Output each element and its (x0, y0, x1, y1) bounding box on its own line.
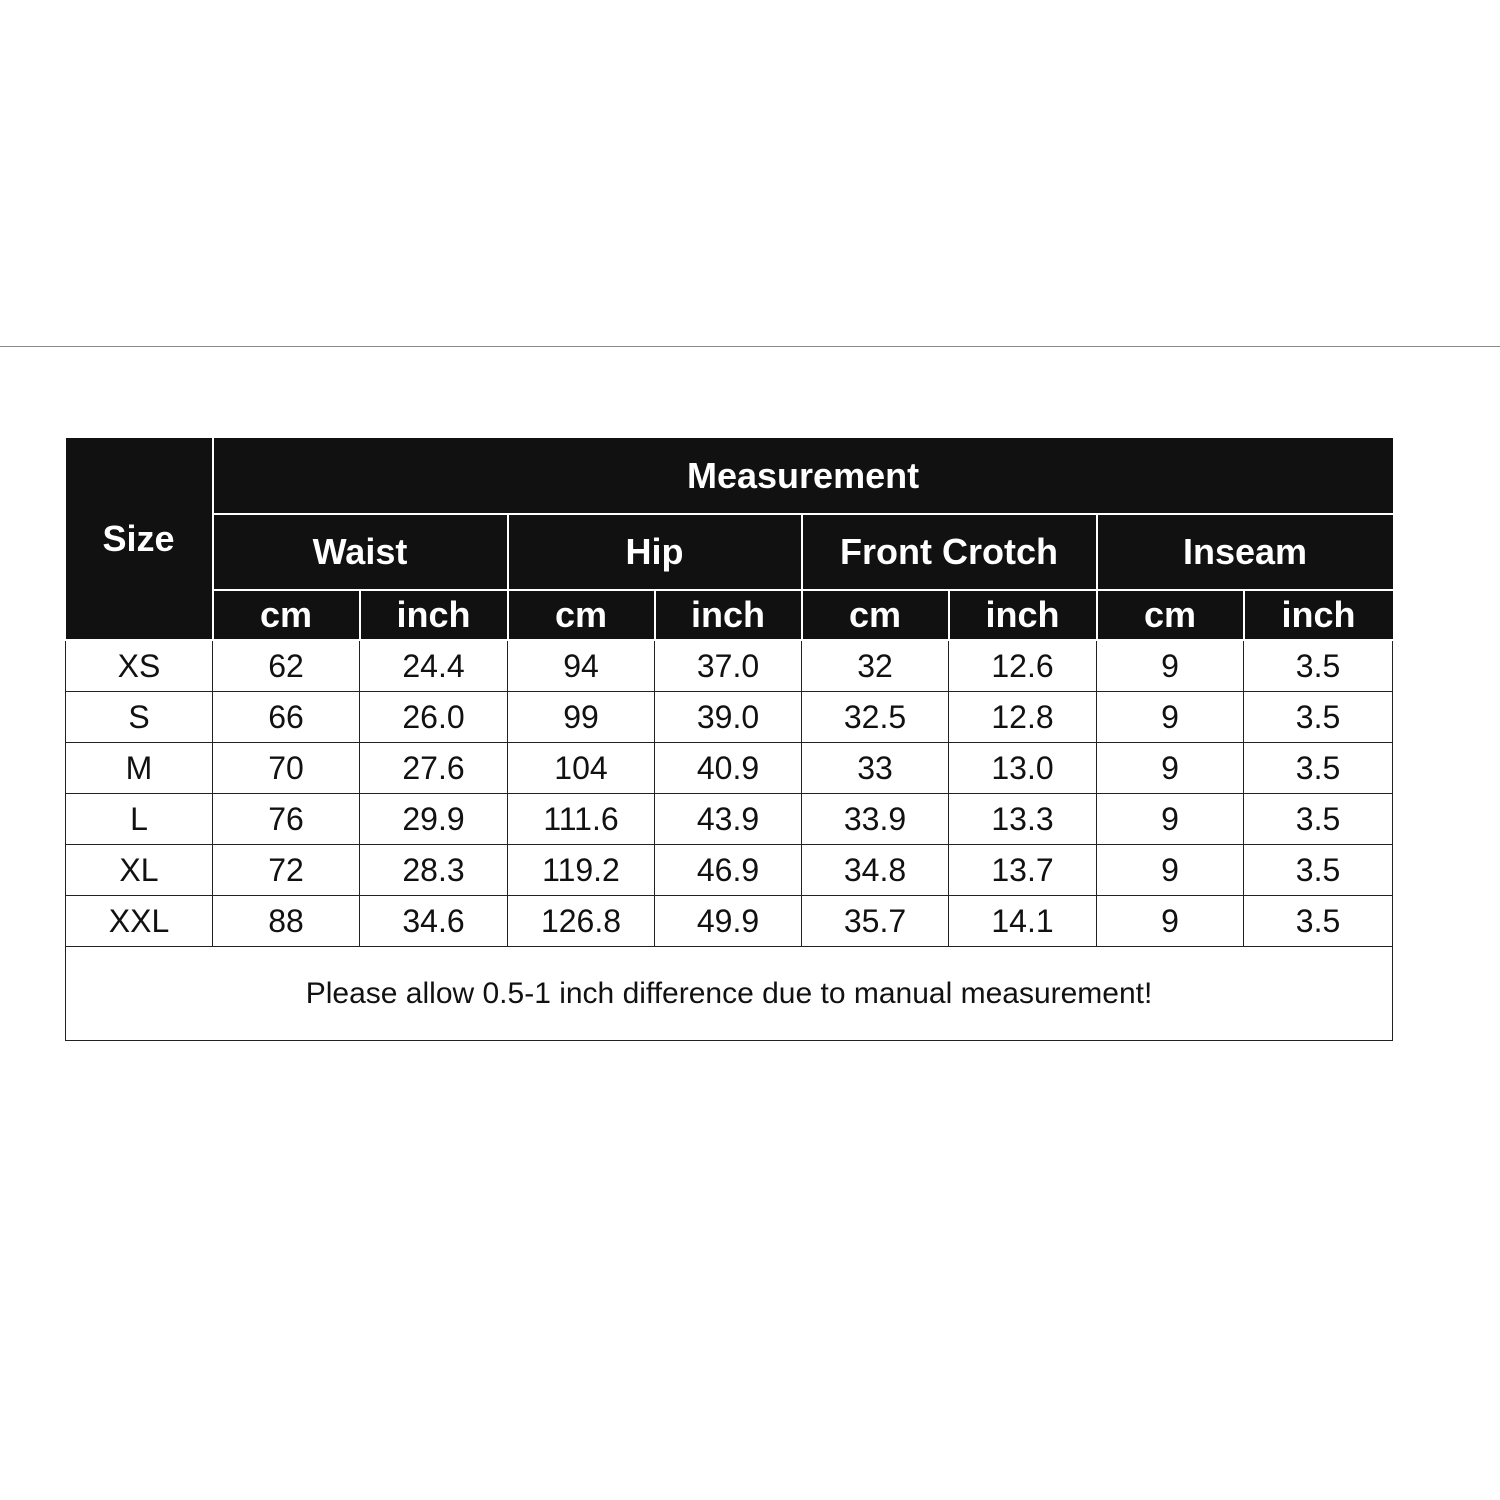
group-header-front-crotch: Front Crotch (802, 514, 1097, 590)
unit-header-front-crotch-inch: inch (949, 590, 1097, 640)
value-cell: 35.7 (802, 896, 949, 947)
unit-header-inseam-cm: cm (1097, 590, 1244, 640)
size-cell: XXL (66, 896, 213, 947)
value-cell: 3.5 (1244, 896, 1393, 947)
value-cell: 14.1 (949, 896, 1097, 947)
value-cell: 33.9 (802, 794, 949, 845)
value-cell: 43.9 (655, 794, 802, 845)
value-cell: 111.6 (508, 794, 655, 845)
value-cell: 12.6 (949, 640, 1097, 692)
value-cell: 13.7 (949, 845, 1097, 896)
value-cell: 13.0 (949, 743, 1097, 794)
value-cell: 12.8 (949, 692, 1097, 743)
unit-header-waist-cm: cm (213, 590, 360, 640)
value-cell: 9 (1097, 794, 1244, 845)
value-cell: 24.4 (360, 640, 508, 692)
value-cell: 29.9 (360, 794, 508, 845)
value-cell: 72 (213, 845, 360, 896)
value-cell: 94 (508, 640, 655, 692)
value-cell: 3.5 (1244, 845, 1393, 896)
size-cell: L (66, 794, 213, 845)
value-cell: 46.9 (655, 845, 802, 896)
value-cell: 33 (802, 743, 949, 794)
group-header-hip: Hip (508, 514, 802, 590)
unit-header-waist-inch: inch (360, 590, 508, 640)
value-cell: 3.5 (1244, 743, 1393, 794)
size-chart-table (65, 438, 1393, 1041)
unit-header-inseam-inch: inch (1244, 590, 1393, 640)
value-cell: 62 (213, 640, 360, 692)
note-row (66, 947, 1393, 1041)
unit-header-front-crotch-cm: cm (802, 590, 949, 640)
value-cell: 32 (802, 640, 949, 692)
table-row (66, 743, 1393, 794)
value-cell: 3.5 (1244, 794, 1393, 845)
table-row (66, 794, 1393, 845)
value-cell: 9 (1097, 743, 1244, 794)
value-cell: 70 (213, 743, 360, 794)
top-divider-line (0, 346, 1500, 347)
value-cell: 9 (1097, 896, 1244, 947)
table-row (66, 845, 1393, 896)
value-cell: 27.6 (360, 743, 508, 794)
value-cell: 26.0 (360, 692, 508, 743)
group-header-inseam: Inseam (1097, 514, 1393, 590)
value-cell: 88 (213, 896, 360, 947)
value-cell: 76 (213, 794, 360, 845)
unit-header-hip-cm: cm (508, 590, 655, 640)
value-cell: 3.5 (1244, 640, 1393, 692)
value-cell: 99 (508, 692, 655, 743)
value-cell: 34.8 (802, 845, 949, 896)
measurement-header: Measurement (213, 438, 1393, 514)
table-row (66, 692, 1393, 743)
size-cell: S (66, 692, 213, 743)
value-cell: 119.2 (508, 845, 655, 896)
size-header: Size (66, 438, 213, 640)
value-cell: 37.0 (655, 640, 802, 692)
value-cell: 49.9 (655, 896, 802, 947)
value-cell: 32.5 (802, 692, 949, 743)
value-cell: 126.8 (508, 896, 655, 947)
size-cell: M (66, 743, 213, 794)
table-row (66, 896, 1393, 947)
value-cell: 9 (1097, 845, 1244, 896)
value-cell: 34.6 (360, 896, 508, 947)
value-cell: 9 (1097, 692, 1244, 743)
value-cell: 66 (213, 692, 360, 743)
size-cell: XS (66, 640, 213, 692)
value-cell: 28.3 (360, 845, 508, 896)
value-cell: 13.3 (949, 794, 1097, 845)
value-cell: 39.0 (655, 692, 802, 743)
value-cell: 40.9 (655, 743, 802, 794)
value-cell: 9 (1097, 640, 1244, 692)
unit-header-hip-inch: inch (655, 590, 802, 640)
size-cell: XL (66, 845, 213, 896)
measurement-note: Please allow 0.5-1 inch difference due to manual measurement! (66, 947, 1393, 1041)
value-cell: 104 (508, 743, 655, 794)
group-header-waist: Waist (213, 514, 508, 590)
table-row (66, 640, 1393, 692)
value-cell: 3.5 (1244, 692, 1393, 743)
